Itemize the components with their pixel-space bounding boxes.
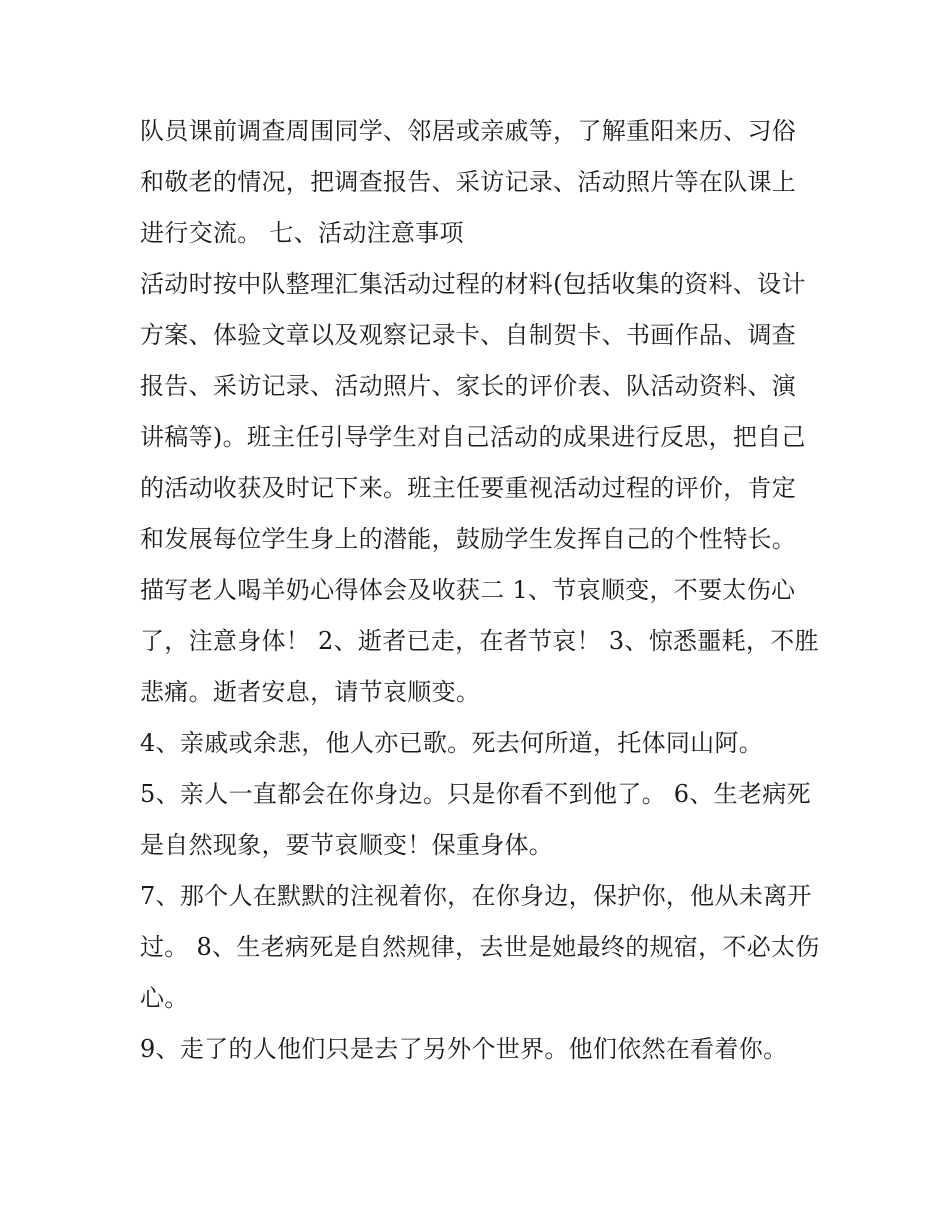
document-body [140,106,820,1075]
paragraph-activity-survey: 队员课前调查周围同学、邻居或亲戚等，了解重阳来历、习俗和敬老的情况，把调查报告、采访记录、活动照片等在队课上进行交流。 七、活动注意事项 [140,117,797,247]
paragraph-condolence-7-8: 7、那个人在默默的注视着你，在你身边，保护你，他从未离开过。 8、生老病死是自然规律，去世是她最终的规宿，不必太伤心。 [140,882,820,1012]
paragraph-activity-materials: 活动时按中队整理汇集活动过程的材料(包括收集的资料、设计方案、体验文章以及观察记录卡、自制贺卡、书画作品、调查报告、采访记录、活动照片、家长的评价表、队活动资料、演讲稿等)。班主任引导学生对自己活动的成果进行反思，把自己的活动收获及时记下来。班主任要重视活动过程的评价，肯定和发展每位学生身上的潜能，鼓励学生发挥自己的个性特长。 [140,270,806,553]
paragraph-condolence-5-6: 5、亲人一直都会在你身边。只是你看不到他了。 6、生老病死是自然现象，要节哀顺变！保重身体。 [140,780,811,859]
paragraph-condolence-1-3: 描写老人喝羊奶心得体会及收获二 1、节哀顺变，不要太伤心了，注意身体！ 2、逝者已走，在者节哀！ 3、惊悉噩耗，不胜悲痛。逝者安息，请节哀顺变。 [140,576,819,706]
paragraph-condolence-4: 4、亲戚或余悲，他人亦已歌。死去何所道，托体同山阿。 [140,729,764,757]
paragraph-condolence-9: 9、走了的人他们只是去了另外个世界。他们依然在看着你。 [140,1035,788,1063]
